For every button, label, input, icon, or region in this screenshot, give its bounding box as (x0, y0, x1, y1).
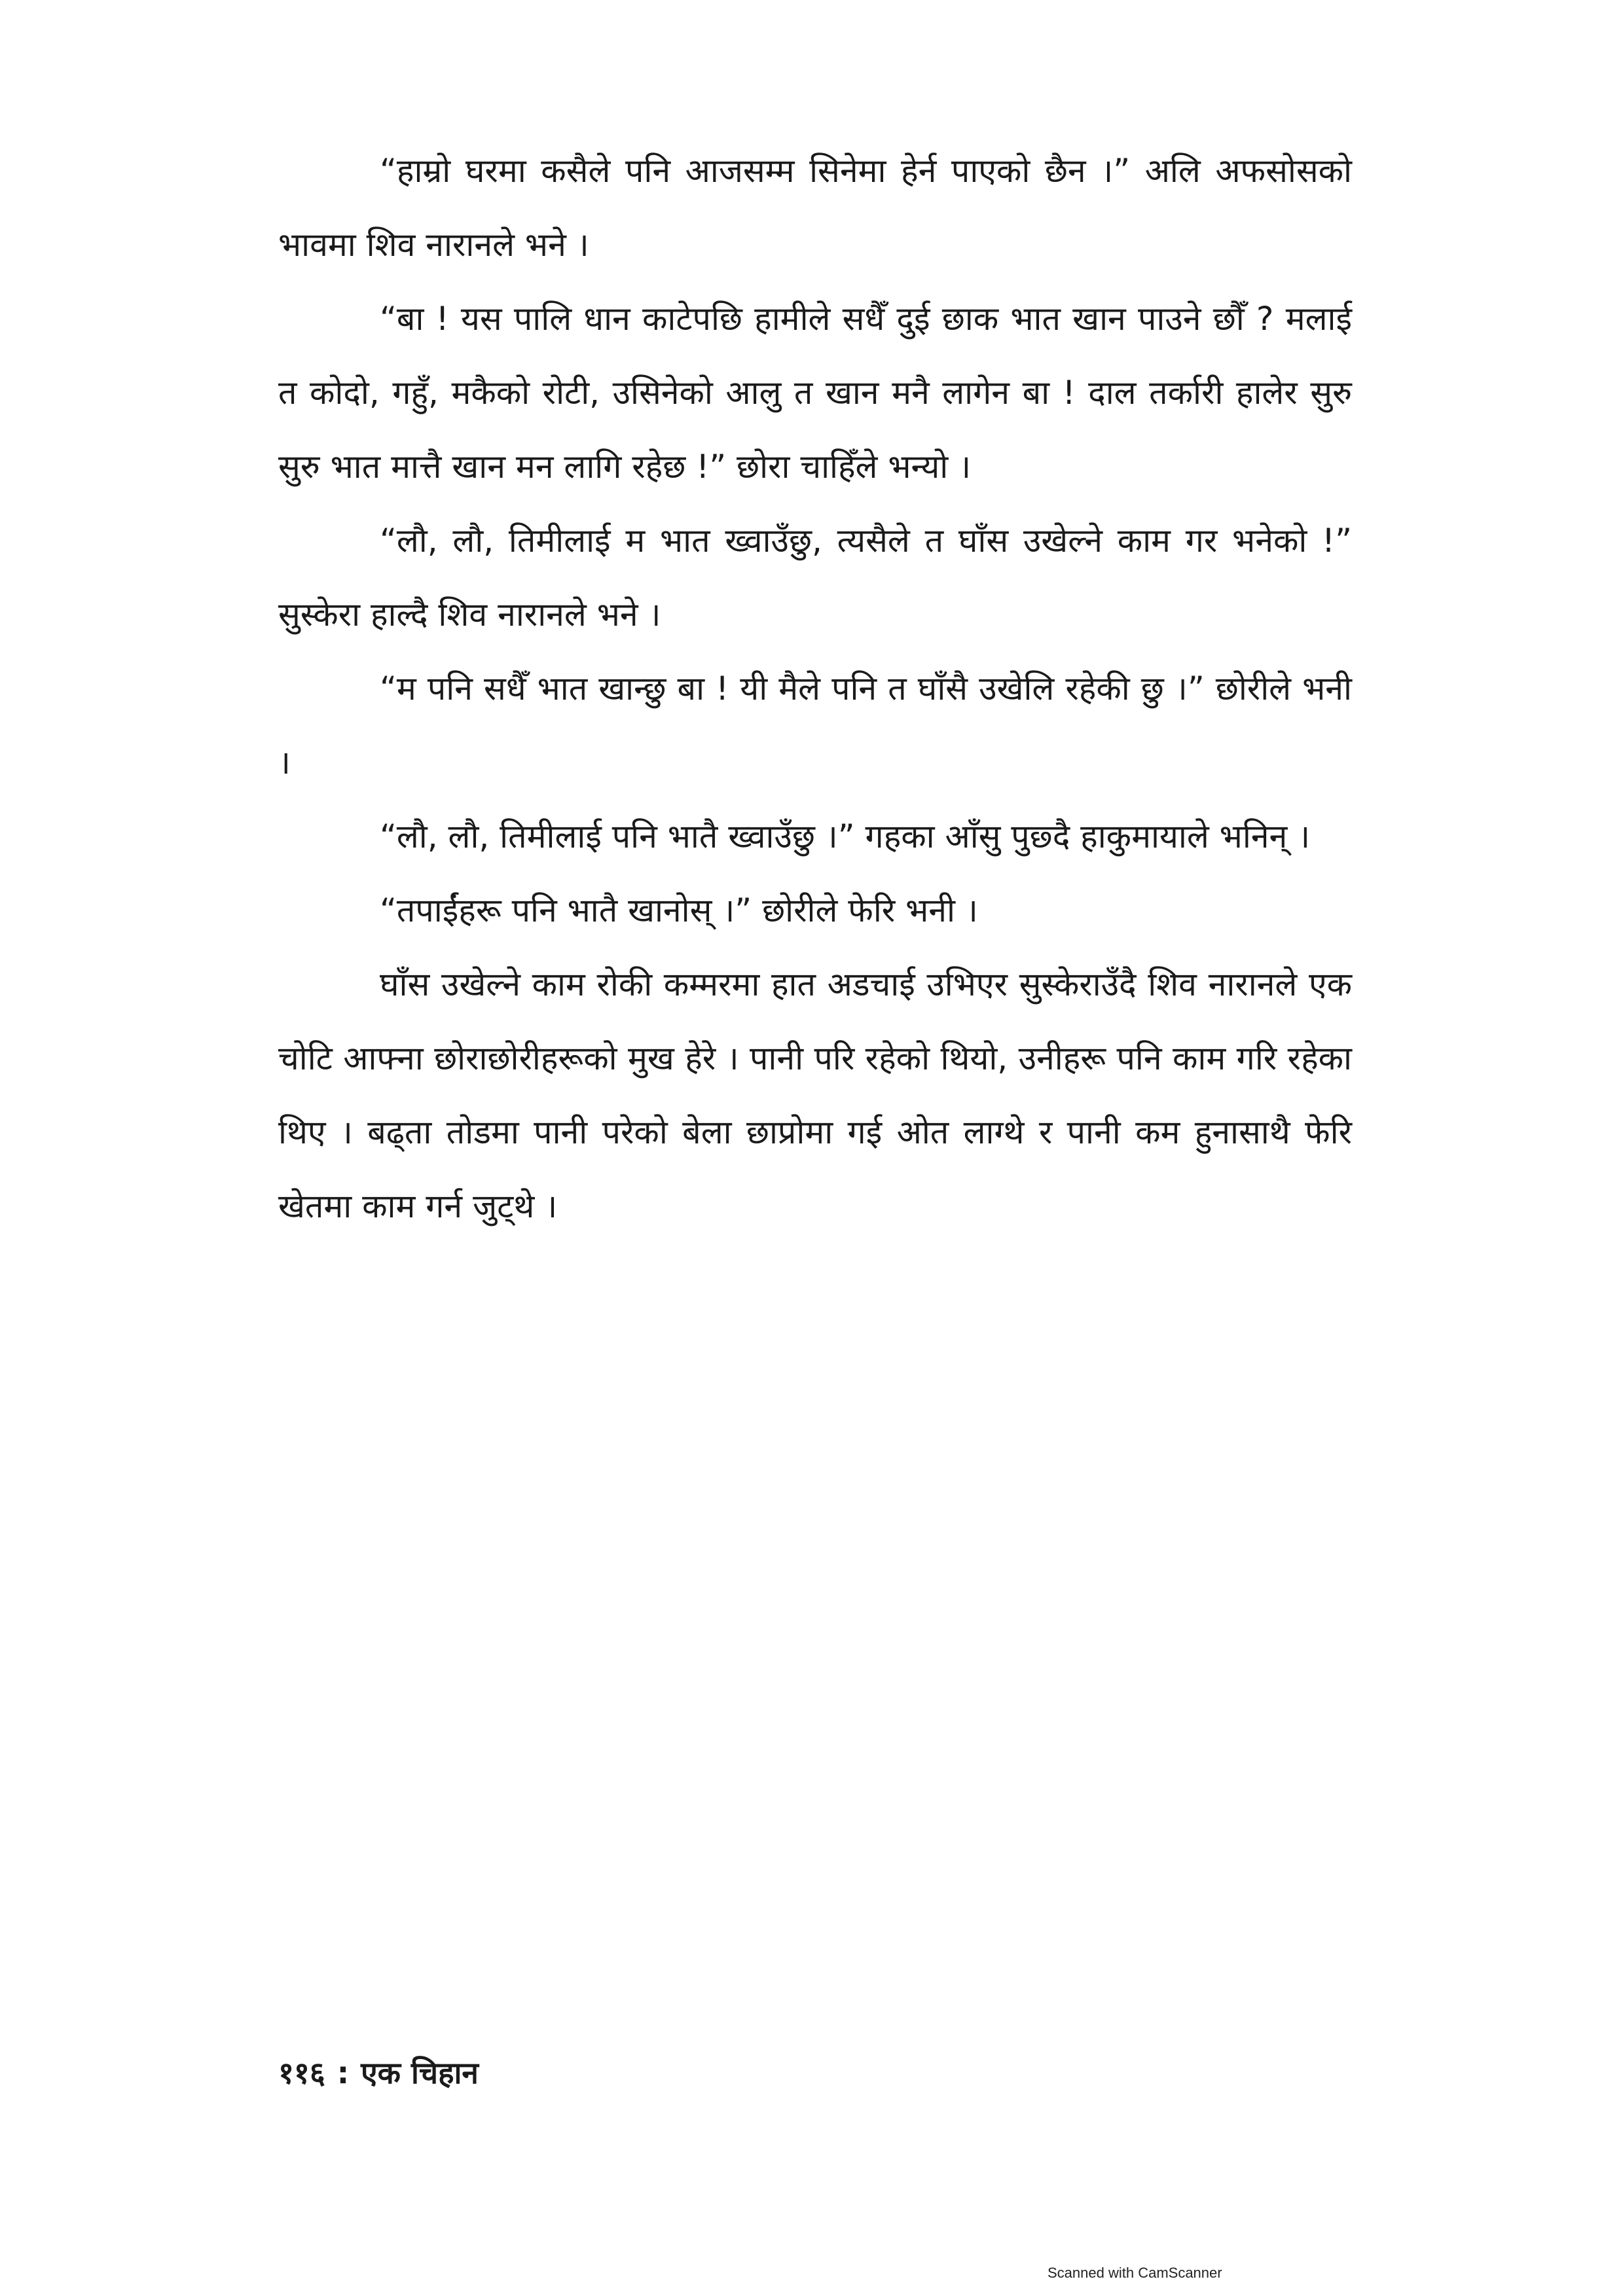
paragraph: “तपाईंहरू पनि भातै खानोस् ।” छोरीले फेरि भनी । (380, 891, 978, 929)
scanner-watermark: Scanned with CamScanner (1048, 2265, 1222, 2281)
paragraph: “बा ! यस पालि धान काटेपछि हामीले सधैँ दुई छाक भात खान पाउने छौँ ? मलाई त कोदो, गहुँ, मकैको रोटी, उसिनेको आलु त खान मनै लागेन बा ! दाल तर्कारी हालेर सुरु सुरु भात मात्तै खान मन लागि रहेछ !” छोरा चाहिँले भन्यो । (278, 300, 1352, 486)
footer-separator: : (337, 2055, 350, 2090)
paragraph: “लौ, लौ, तिमीलाई पनि भातै ख्वाउँछु ।” गहका आँसु पुछ्दै हाकुमायाले भनिन् । (380, 817, 1311, 855)
page-footer (278, 2052, 479, 2092)
paragraph: “लौ, लौ, तिमीलाई म भात ख्वाउँछु, त्यसैले त घाँस उखेल्ने काम गर भनेको !” सुस्केरा हाल्दै शिव नारानले भने । (278, 522, 1352, 634)
paragraph: “हाम्रो घरमा कसैले पनि आजसम्म सिनेमा हेर्न पाएको छैन ।” अलि अफसोसको भावमा शिव नारानले भने । (278, 152, 1352, 264)
paragraph: घाँस उखेल्ने काम रोकी कम्मरमा हात अडचाई उभिएर सुस्केराउँदै शिव नारानले एक चोटि आफ्ना छोराछोरीहरूको मुख हेरे । पानी परि रहेको थियो, उनीहरू पनि काम गरि रहेका थिए । बढ्ता तोडमा पानी परेको बेला छाप्रोमा गई ओत लाग्थे र पानी कम हुनासाथै फेरि खेतमा काम गर्न जुट्थे । (278, 965, 1352, 1225)
body-text (278, 134, 1352, 1244)
page-number: ११६ (278, 2055, 325, 2090)
paragraph: “म पनि सधैँ भात खान्छु बा ! यी मैले पनि त घाँसै उखेलि रहेकी छु ।” छोरीले भनी । (278, 670, 1352, 781)
book-title: एक चिहान (361, 2055, 479, 2090)
